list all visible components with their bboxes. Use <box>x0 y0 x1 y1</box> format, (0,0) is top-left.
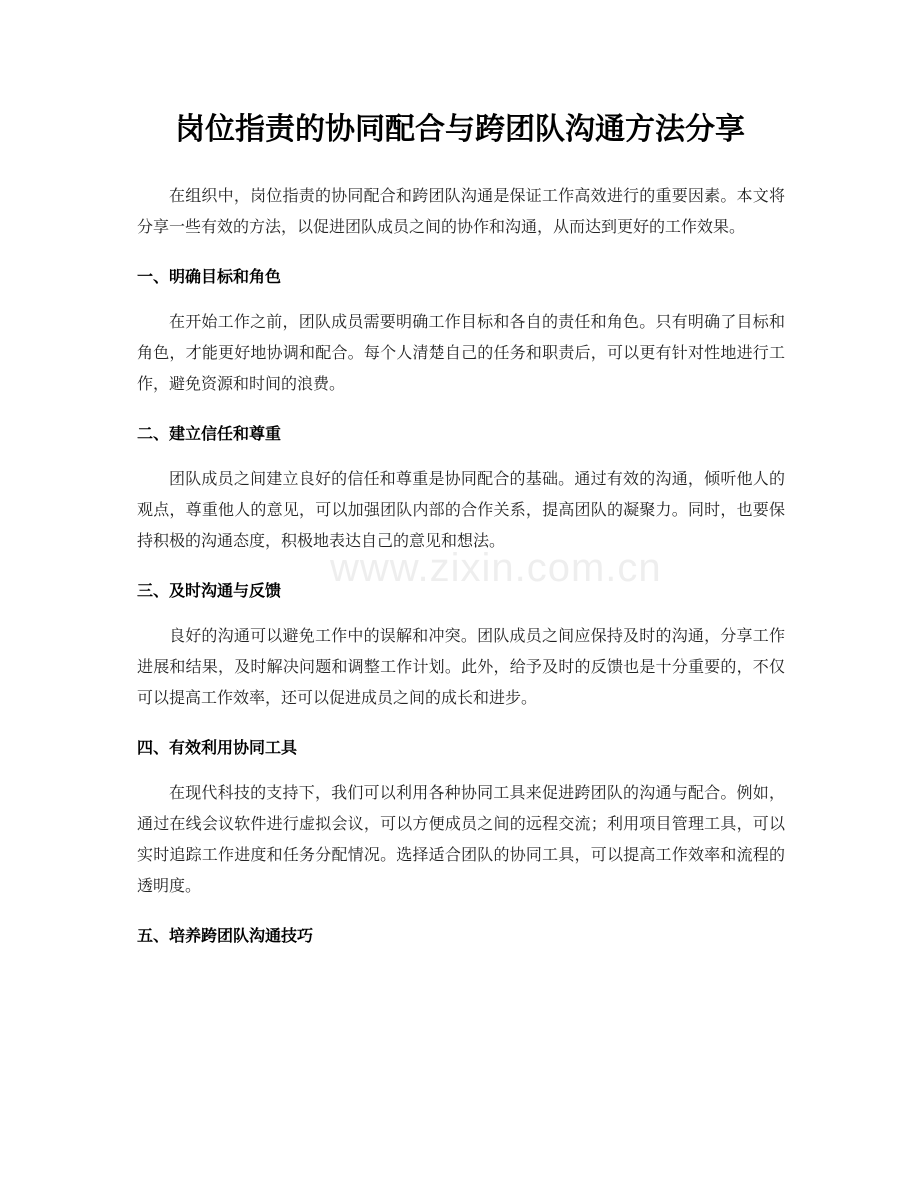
section-heading-4: 四、有效利用协同工具 <box>137 738 298 757</box>
document-title: 岗位指责的协同配合与跨团队沟通方法分享 <box>175 112 745 147</box>
intro-paragraph: 在组织中，岗位指责的协同配合和跨团队沟通是保证工作高效进行的重要因素。本文将分享一些有效的方法，以促进团队成员之间的协作和沟通，从而达到更好的工作效果。 <box>137 186 785 236</box>
section-heading-3: 三、及时沟通与反馈 <box>137 581 282 600</box>
section-body-3: 良好的沟通可以避免工作中的误解和冲突。团队成员之间应保持及时的沟通，分享工作进展和结果，及时解决问题和调整工作计划。此外，给予及时的反馈也是十分重要的，不仅可以提高工作效率，还可以促进成员之间的成长和进步。 <box>137 626 785 707</box>
watermark: www.zixin.com.cn <box>330 546 662 590</box>
section-body-1: 在开始工作之前，团队成员需要明确工作目标和各自的责任和角色。只有明确了目标和角色，才能更好地协调和配合。每个人清楚自己的任务和职责后，可以更有针对性地进行工作，避免资源和时间的浪费。 <box>137 312 785 393</box>
section-heading-2: 二、建立信任和尊重 <box>137 424 282 443</box>
section-heading-1: 一、明确目标和角色 <box>137 267 282 286</box>
document-body <box>137 180 785 965</box>
section-heading-5: 五、培养跨团队沟通技巧 <box>137 926 314 945</box>
section-body-2: 团队成员之间建立良好的信任和尊重是协同配合的基础。通过有效的沟通，倾听他人的观点，尊重他人的意见，可以加强团队内部的合作关系，提高团队的凝聚力。同时，也要保持积极的沟通态度，积极地表达自己的意见和想法。 <box>137 469 785 550</box>
section-body-4: 在现代科技的支持下，我们可以利用各种协同工具来促进跨团队的沟通与配合。例如，通过在线会议软件进行虚拟会议，可以方便成员之间的远程交流；利用项目管理工具，可以实时追踪工作进度和任务分配情况。选择适合团队的协同工具，可以提高工作效率和流程的透明度。 <box>137 783 785 895</box>
